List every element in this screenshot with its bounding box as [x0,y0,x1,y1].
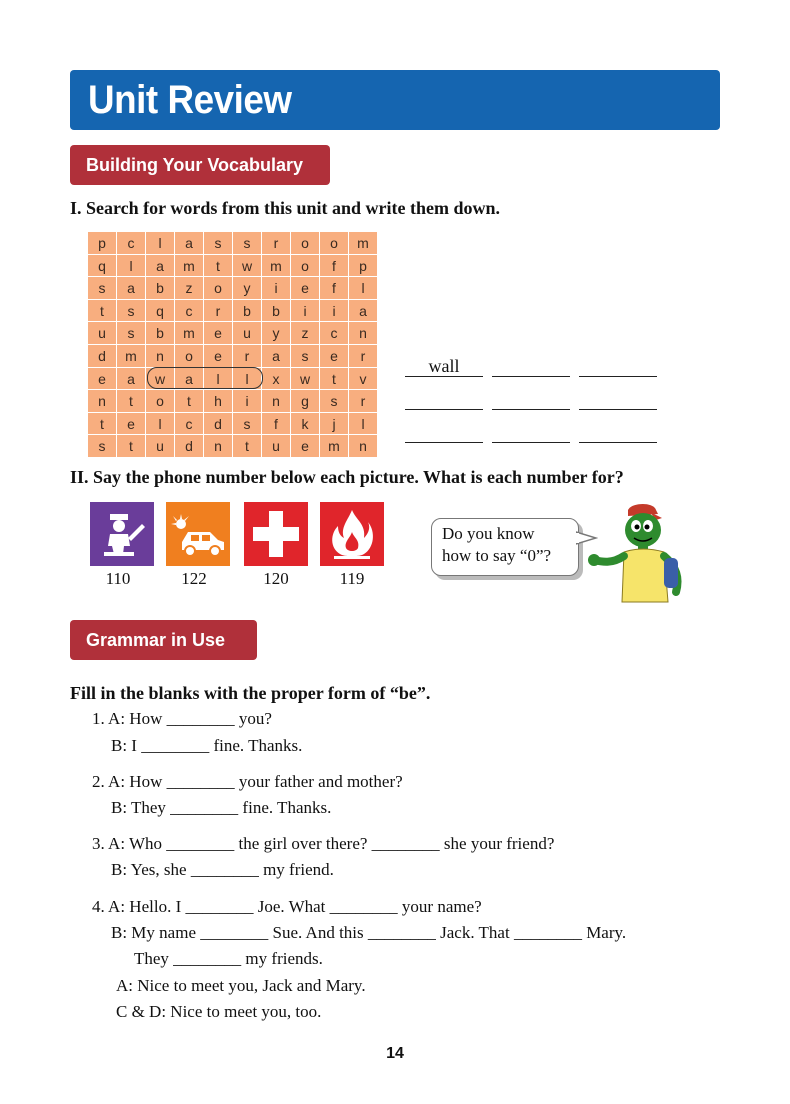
grid-letter: c [175,413,204,436]
grid-letter: l [146,232,175,255]
grid-letter: v [349,368,378,391]
grid-letter: j [320,413,349,436]
grid-letter: y [262,322,291,345]
grid-letter: n [146,345,175,368]
grid-letter: n [262,390,291,413]
grid-letter: t [175,390,204,413]
exercise-line: B: Yes, she ________ my friend. [111,860,334,879]
answer-blank[interactable] [405,389,483,410]
grid-letter: s [320,390,349,413]
answer-blank[interactable] [492,389,570,410]
answer-blank[interactable] [492,356,570,377]
exercise-line: 2. A: How ________ your father and mother? [92,772,403,791]
grid-letter: w [146,368,175,391]
grid-letter: z [291,322,320,345]
grid-letter: s [117,322,146,345]
grid-letter: f [320,255,349,278]
exercise-line: They ________ my friends. [134,949,323,968]
grid-letter: c [175,300,204,323]
grid-letter: l [349,413,378,436]
speech-bubble [431,518,579,576]
section-label-grammar: Grammar in Use [70,620,257,660]
grid-letter: k [291,413,320,436]
grid-letter: i [320,300,349,323]
grid-letter: b [233,300,262,323]
grid-letter: f [320,277,349,300]
grid-letter: a [175,368,204,391]
grid-letter: c [320,322,349,345]
exercise-line: B: They ________ fine. Thanks. [111,798,332,817]
grid-letter: t [204,255,233,278]
grid-letter: i [233,390,262,413]
grid-letter: o [320,232,349,255]
bubble-line: how to say “0”? [442,546,552,565]
grid-letter: u [262,435,291,458]
grid-letter: o [204,277,233,300]
grid-letter: s [117,300,146,323]
grid-letter: a [175,232,204,255]
grid-letter: l [204,368,233,391]
word-search-grid [88,232,378,458]
police-icon [90,502,154,566]
grid-letter: s [204,232,233,255]
grid-letter: t [117,390,146,413]
grid-letter: b [146,277,175,300]
grid-letter: x [262,368,291,391]
grid-letter: m [349,232,378,255]
bubble-line: Do you know [442,524,535,543]
grid-letter: c [117,232,146,255]
grid-letter: l [146,413,175,436]
grid-letter: a [117,368,146,391]
page-title: Unit Review [88,78,292,122]
grid-letter: a [349,300,378,323]
grid-letter: d [88,345,117,368]
grid-letter: o [291,255,320,278]
grid-letter: d [175,435,204,458]
grid-letter: n [88,390,117,413]
grid-letter: i [291,300,320,323]
grid-letter: l [117,255,146,278]
grid-letter: r [204,300,233,323]
grid-letter: e [204,345,233,368]
grid-letter: y [233,277,262,300]
grid-letter: e [320,345,349,368]
grid-letter: t [117,435,146,458]
grid-letter: s [291,345,320,368]
grid-letter: q [146,300,175,323]
grid-letter: m [262,255,291,278]
answer-blank[interactable] [579,389,657,410]
grid-letter: b [262,300,291,323]
grid-letter: q [88,255,117,278]
first-aid-cross-icon [244,502,308,566]
grid-letter: s [233,413,262,436]
answer-blank[interactable] [405,422,483,443]
grid-letter: u [88,322,117,345]
grid-letter: t [320,368,349,391]
section-label-vocabulary: Building Your Vocabulary [70,145,330,185]
grid-letter: t [88,300,117,323]
grid-letter: a [146,255,175,278]
grid-letter: r [349,390,378,413]
turtle-mascot-icon [588,500,698,608]
instruction-phone-numbers: II. Say the phone number below each picture. What is each number for? [70,467,624,487]
exercise-line: 1. A: How ________ you? [92,709,272,728]
grid-letter: t [233,435,262,458]
grid-letter: s [88,435,117,458]
grid-letter: f [262,413,291,436]
exercise-line: B: I ________ fine. Thanks. [111,736,303,755]
exercise-line: 3. A: Who ________ the girl over there? ________ she your friend? [92,834,555,853]
answer-blank[interactable] [579,356,657,377]
grid-letter: r [349,345,378,368]
grid-letter: u [146,435,175,458]
grid-letter: r [262,232,291,255]
grid-letter: m [117,345,146,368]
grid-letter: a [117,277,146,300]
grid-letter: e [204,322,233,345]
phone-number-fire: 119 [339,569,365,588]
grid-letter: s [88,277,117,300]
phone-number-traffic: 122 [181,569,207,588]
grid-letter: o [146,390,175,413]
grid-letter: s [233,232,262,255]
exercise-line: 4. A: Hello. I ________ Joe. What ________ your name? [92,897,482,916]
grid-letter: l [233,368,262,391]
grid-letter: p [349,255,378,278]
grid-letter: b [146,322,175,345]
unit-title-banner [70,70,720,130]
phone-number-police: 110 [105,569,131,588]
grid-letter: i [262,277,291,300]
grid-letter: n [349,435,378,458]
exercise-line: A: Nice to meet you, Jack and Mary. [116,976,366,995]
grid-letter: m [175,322,204,345]
grid-letter: w [291,368,320,391]
grid-letter: l [349,277,378,300]
grid-letter: t [88,413,117,436]
grid-letter: w [233,255,262,278]
exercise-line: C & D: Nice to meet you, too. [116,1002,322,1021]
answer-blank[interactable] [579,422,657,443]
grid-letter: e [117,413,146,436]
answer-blank[interactable]: wall [405,356,483,377]
grid-letter: a [262,345,291,368]
phone-number-ambulance: 120 [263,569,289,588]
instruction-fill-blanks: Fill in the blanks with the proper form of “be”. [70,683,431,703]
fire-icon [320,502,384,566]
grid-letter: r [233,345,262,368]
grid-letter: e [88,368,117,391]
grid-letter: e [291,277,320,300]
grid-letter: u [233,322,262,345]
grid-letter: e [291,435,320,458]
grid-letter: p [88,232,117,255]
grid-letter: n [349,322,378,345]
instruction-word-search: I. Search for words from this unit and write them down. [70,198,501,218]
traffic-accident-icon [166,502,230,566]
circled-word-wall [147,367,263,389]
page-number: 14 [386,1045,404,1062]
grid-letter: m [175,255,204,278]
grid-letter: d [204,413,233,436]
answer-blank[interactable] [492,422,570,443]
grid-letter: o [175,345,204,368]
grid-letter: h [204,390,233,413]
grid-letter: z [175,277,204,300]
grid-letter: g [291,390,320,413]
exercise-line: B: My name ________ Sue. And this ________ Jack. That ________ Mary. [111,923,627,942]
grid-letter: m [320,435,349,458]
grid-letter: o [291,232,320,255]
grid-letter: n [204,435,233,458]
